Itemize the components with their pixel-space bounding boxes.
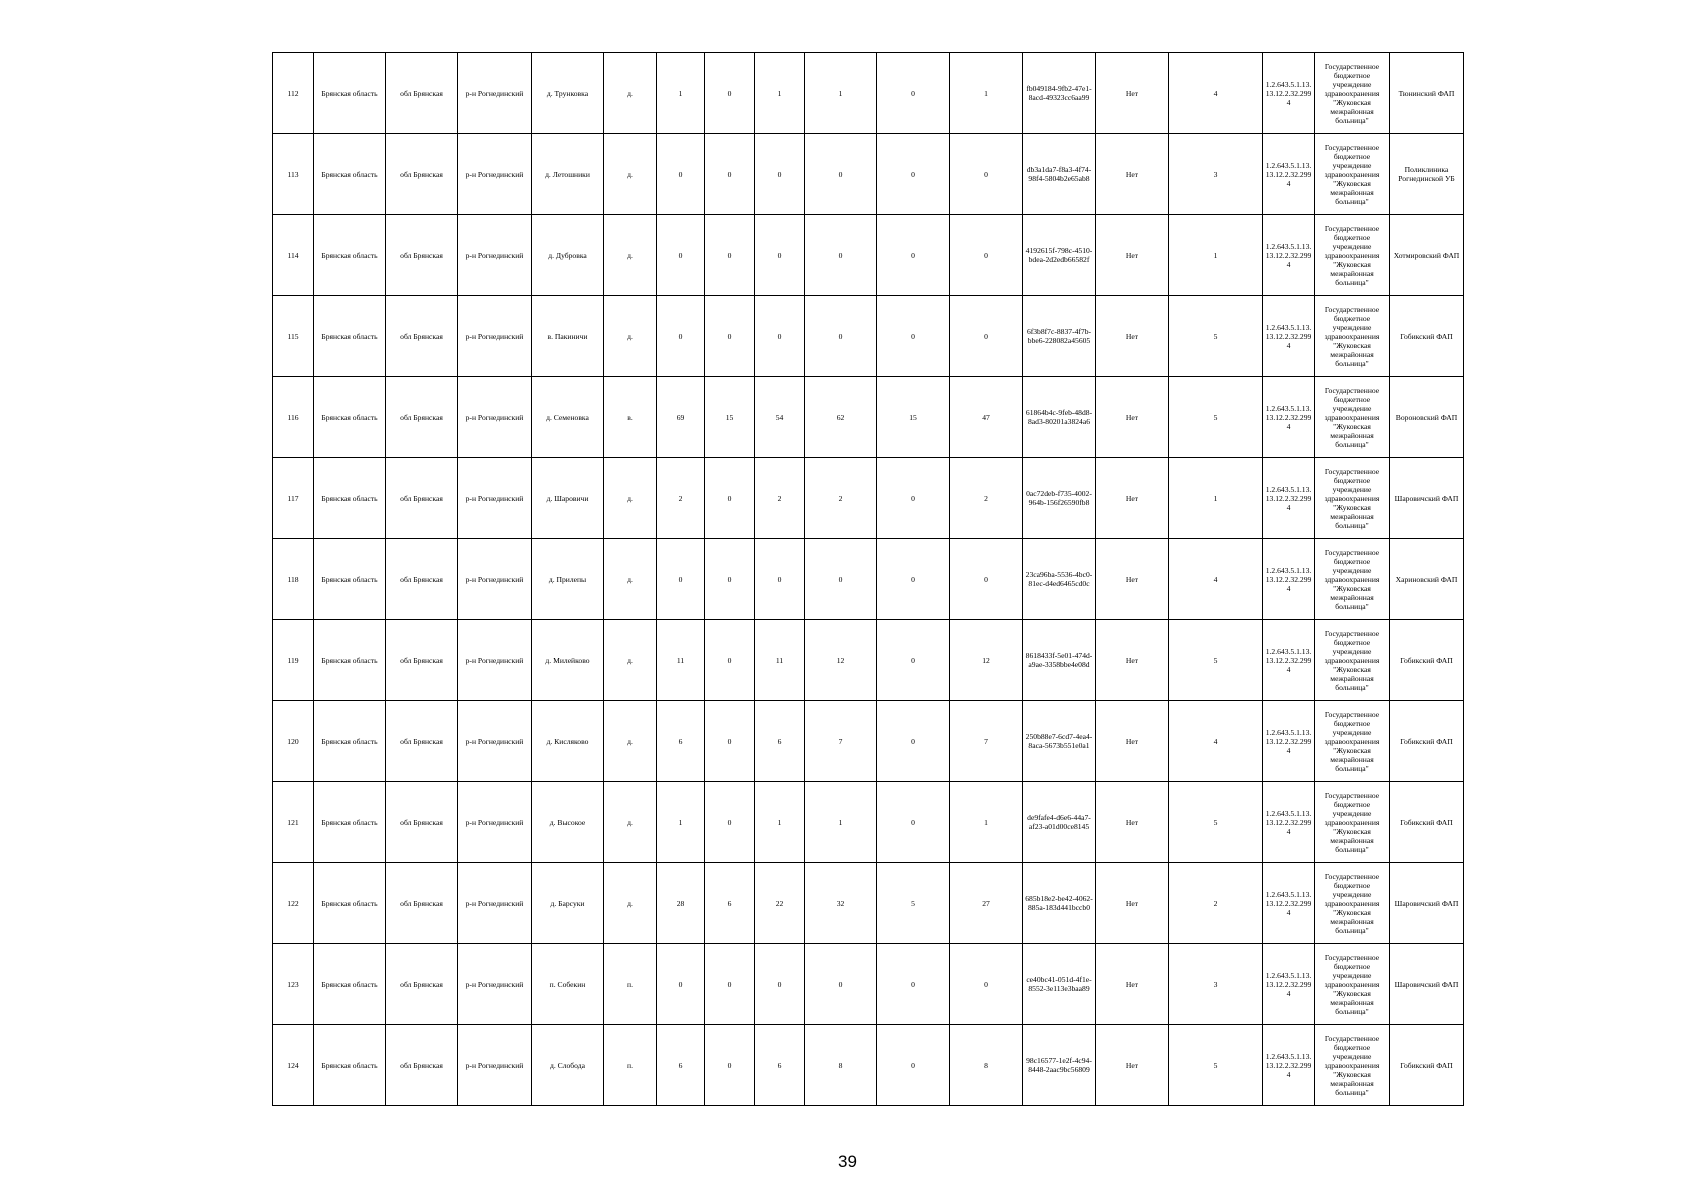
value-cell: 0 [805, 539, 877, 620]
settlement-cell: д. Высокое [532, 782, 604, 863]
value-cell: 1 [805, 53, 877, 134]
settlement-type-cell: д. [604, 701, 657, 782]
row-number-cell: 121 [273, 782, 314, 863]
value-cell: 1 [805, 782, 877, 863]
region-cell: Брянская область [314, 701, 386, 782]
value-cell: 0 [705, 296, 755, 377]
raion-cell: р-н Рогнединский [458, 296, 532, 377]
value-cell: 0 [877, 944, 950, 1025]
settlement-cell: д. Милейково [532, 620, 604, 701]
district-cell: обл Брянская [386, 134, 458, 215]
value-cell: 2 [805, 458, 877, 539]
value-cell: 0 [657, 134, 705, 215]
value-cell: 2 [755, 458, 805, 539]
settlement-cell: д. Семеновка [532, 377, 604, 458]
district-cell: обл Брянская [386, 782, 458, 863]
guid-cell: 4192615f-798c-4510-bdea-2d2edb66582f [1023, 215, 1096, 296]
flag-cell: Нет [1096, 134, 1169, 215]
settlement-type-cell: в. [604, 377, 657, 458]
region-cell: Брянская область [314, 377, 386, 458]
value-cell: 0 [755, 134, 805, 215]
value-cell: 1 [755, 782, 805, 863]
value-cell: 0 [705, 944, 755, 1025]
value-cell: 0 [657, 944, 705, 1025]
flag-cell: Нет [1096, 296, 1169, 377]
fap-cell: Гобикский ФАП [1390, 620, 1464, 701]
settlements-table [272, 52, 1464, 1106]
row-number-cell: 119 [273, 620, 314, 701]
district-cell: обл Брянская [386, 539, 458, 620]
value-cell: 47 [950, 377, 1023, 458]
value-cell: 0 [877, 296, 950, 377]
value-cell: 62 [805, 377, 877, 458]
count-cell: 5 [1169, 1025, 1263, 1106]
value-cell: 6 [705, 863, 755, 944]
count-cell: 4 [1169, 539, 1263, 620]
settlement-type-cell: д. [604, 296, 657, 377]
fap-cell: Гобикский ФАП [1390, 701, 1464, 782]
value-cell: 0 [755, 944, 805, 1025]
raion-cell: р-н Рогнединский [458, 134, 532, 215]
table-row [273, 215, 1464, 296]
raion-cell: р-н Рогнединский [458, 539, 532, 620]
region-cell: Брянская область [314, 944, 386, 1025]
raion-cell: р-н Рогнединский [458, 215, 532, 296]
settlement-type-cell: д. [604, 53, 657, 134]
settlement-type-cell: д. [604, 782, 657, 863]
settlement-cell: п. Собекин [532, 944, 604, 1025]
value-cell: 8 [805, 1025, 877, 1106]
value-cell: 28 [657, 863, 705, 944]
count-cell: 5 [1169, 620, 1263, 701]
value-cell: 8 [950, 1025, 1023, 1106]
value-cell: 1 [950, 53, 1023, 134]
raion-cell: р-н Рогнединский [458, 1025, 532, 1106]
value-cell: 2 [950, 458, 1023, 539]
value-cell: 0 [755, 539, 805, 620]
region-cell: Брянская область [314, 134, 386, 215]
value-cell: 0 [877, 53, 950, 134]
oid-code-cell: 1.2.643.5.1.13.13.12.2.32.2994 [1263, 296, 1315, 377]
value-cell: 0 [705, 782, 755, 863]
value-cell: 1 [657, 53, 705, 134]
fap-cell: Хотмировский ФАП [1390, 215, 1464, 296]
count-cell: 1 [1169, 458, 1263, 539]
value-cell: 6 [657, 1025, 705, 1106]
region-cell: Брянская область [314, 863, 386, 944]
district-cell: обл Брянская [386, 701, 458, 782]
district-cell: обл Брянская [386, 215, 458, 296]
value-cell: 0 [705, 701, 755, 782]
fap-cell: Тюнинский ФАП [1390, 53, 1464, 134]
fap-cell: Гобикский ФАП [1390, 296, 1464, 377]
organization-cell: Государственное бюджетное учреждение здравоохранения "Жуковская межрайонная больница" [1315, 944, 1390, 1025]
row-number-cell: 112 [273, 53, 314, 134]
table-row [273, 458, 1464, 539]
fap-cell: Шаровичский ФАП [1390, 944, 1464, 1025]
district-cell: обл Брянская [386, 1025, 458, 1106]
raion-cell: р-н Рогнединский [458, 620, 532, 701]
value-cell: 22 [755, 863, 805, 944]
value-cell: 0 [950, 215, 1023, 296]
row-number-cell: 114 [273, 215, 314, 296]
value-cell: 0 [805, 134, 877, 215]
count-cell: 5 [1169, 296, 1263, 377]
guid-cell: fb049184-9fb2-47e1-8acd-49323cc6aa99 [1023, 53, 1096, 134]
settlement-cell: д. Барсуки [532, 863, 604, 944]
region-cell: Брянская область [314, 1025, 386, 1106]
value-cell: 0 [877, 782, 950, 863]
guid-cell: 6f3b8f7c-8837-4f7b-bbe6-228082a45605 [1023, 296, 1096, 377]
value-cell: 0 [705, 215, 755, 296]
region-cell: Брянская область [314, 53, 386, 134]
settlement-type-cell: д. [604, 620, 657, 701]
value-cell: 0 [950, 134, 1023, 215]
region-cell: Брянская область [314, 215, 386, 296]
value-cell: 1 [950, 782, 1023, 863]
organization-cell: Государственное бюджетное учреждение здравоохранения "Жуковская межрайонная больница" [1315, 377, 1390, 458]
value-cell: 0 [877, 539, 950, 620]
value-cell: 12 [805, 620, 877, 701]
region-cell: Брянская область [314, 782, 386, 863]
document-table-container [272, 52, 1460, 1112]
flag-cell: Нет [1096, 215, 1169, 296]
region-cell: Брянская область [314, 296, 386, 377]
value-cell: 0 [950, 539, 1023, 620]
row-number-cell: 123 [273, 944, 314, 1025]
row-number-cell: 117 [273, 458, 314, 539]
value-cell: 27 [950, 863, 1023, 944]
flag-cell: Нет [1096, 701, 1169, 782]
fap-cell: Гобикский ФАП [1390, 1025, 1464, 1106]
value-cell: 0 [705, 1025, 755, 1106]
oid-code-cell: 1.2.643.5.1.13.13.12.2.32.2994 [1263, 620, 1315, 701]
count-cell: 5 [1169, 377, 1263, 458]
organization-cell: Государственное бюджетное учреждение здравоохранения "Жуковская межрайонная больница" [1315, 1025, 1390, 1106]
settlement-cell: д. Шаровичи [532, 458, 604, 539]
oid-code-cell: 1.2.643.5.1.13.13.12.2.32.2994 [1263, 1025, 1315, 1106]
value-cell: 0 [755, 215, 805, 296]
value-cell: 7 [950, 701, 1023, 782]
flag-cell: Нет [1096, 944, 1169, 1025]
value-cell: 32 [805, 863, 877, 944]
value-cell: 0 [877, 620, 950, 701]
fap-cell: Шаровичский ФАП [1390, 863, 1464, 944]
value-cell: 2 [657, 458, 705, 539]
row-number-cell: 122 [273, 863, 314, 944]
oid-code-cell: 1.2.643.5.1.13.13.12.2.32.2994 [1263, 53, 1315, 134]
organization-cell: Государственное бюджетное учреждение здравоохранения "Жуковская межрайонная больница" [1315, 296, 1390, 377]
district-cell: обл Брянская [386, 53, 458, 134]
organization-cell: Государственное бюджетное учреждение здравоохранения "Жуковская межрайонная больница" [1315, 539, 1390, 620]
row-number-cell: 120 [273, 701, 314, 782]
count-cell: 4 [1169, 53, 1263, 134]
guid-cell: 0ac72deb-f735-4002-964b-156f26590fb8 [1023, 458, 1096, 539]
row-number-cell: 113 [273, 134, 314, 215]
guid-cell: 98c16577-1e2f-4c94-8448-2aac9bc56809 [1023, 1025, 1096, 1106]
table-row [273, 134, 1464, 215]
settlement-cell: д. Прилепы [532, 539, 604, 620]
raion-cell: р-н Рогнединский [458, 863, 532, 944]
region-cell: Брянская область [314, 620, 386, 701]
value-cell: 0 [657, 539, 705, 620]
value-cell: 5 [877, 863, 950, 944]
raion-cell: р-н Рогнединский [458, 782, 532, 863]
oid-code-cell: 1.2.643.5.1.13.13.12.2.32.2994 [1263, 701, 1315, 782]
guid-cell: 685b18e2-be42-4062-885a-183d441bccb0 [1023, 863, 1096, 944]
district-cell: обл Брянская [386, 944, 458, 1025]
oid-code-cell: 1.2.643.5.1.13.13.12.2.32.2994 [1263, 539, 1315, 620]
oid-code-cell: 1.2.643.5.1.13.13.12.2.32.2994 [1263, 377, 1315, 458]
region-cell: Брянская область [314, 458, 386, 539]
raion-cell: р-н Рогнединский [458, 458, 532, 539]
table-row [273, 620, 1464, 701]
flag-cell: Нет [1096, 53, 1169, 134]
table-row [273, 377, 1464, 458]
value-cell: 0 [657, 296, 705, 377]
settlement-type-cell: п. [604, 1025, 657, 1106]
district-cell: обл Брянская [386, 863, 458, 944]
value-cell: 15 [877, 377, 950, 458]
guid-cell: 61864b4c-9feb-48d8-8ad3-80201a3824a6 [1023, 377, 1096, 458]
guid-cell: ce40bc41-051d-4f1e-8552-3e113e3baa89 [1023, 944, 1096, 1025]
raion-cell: р-н Рогнединский [458, 944, 532, 1025]
value-cell: 0 [657, 215, 705, 296]
table-row [273, 944, 1464, 1025]
flag-cell: Нет [1096, 782, 1169, 863]
organization-cell: Государственное бюджетное учреждение здравоохранения "Жуковская межрайонная больница" [1315, 620, 1390, 701]
table-row [273, 782, 1464, 863]
value-cell: 0 [877, 1025, 950, 1106]
value-cell: 54 [755, 377, 805, 458]
value-cell: 0 [755, 296, 805, 377]
value-cell: 0 [705, 620, 755, 701]
oid-code-cell: 1.2.643.5.1.13.13.12.2.32.2994 [1263, 134, 1315, 215]
value-cell: 11 [755, 620, 805, 701]
value-cell: 6 [755, 1025, 805, 1106]
value-cell: 0 [950, 944, 1023, 1025]
flag-cell: Нет [1096, 863, 1169, 944]
guid-cell: de9fafe4-d6e6-44a7-af23-a01d00ce8145 [1023, 782, 1096, 863]
settlement-type-cell: д. [604, 134, 657, 215]
value-cell: 0 [705, 134, 755, 215]
settlement-type-cell: п. [604, 944, 657, 1025]
value-cell: 0 [877, 701, 950, 782]
value-cell: 11 [657, 620, 705, 701]
organization-cell: Государственное бюджетное учреждение здравоохранения "Жуковская межрайонная больница" [1315, 215, 1390, 296]
count-cell: 2 [1169, 863, 1263, 944]
value-cell: 7 [805, 701, 877, 782]
fap-cell: Хариновский ФАП [1390, 539, 1464, 620]
table-row [273, 296, 1464, 377]
organization-cell: Государственное бюджетное учреждение здравоохранения "Жуковская межрайонная больница" [1315, 782, 1390, 863]
value-cell: 1 [657, 782, 705, 863]
table-row [273, 53, 1464, 134]
page-number: 39 [838, 1152, 857, 1171]
value-cell: 0 [705, 458, 755, 539]
settlement-type-cell: д. [604, 458, 657, 539]
value-cell: 69 [657, 377, 705, 458]
table-body [273, 53, 1464, 1106]
row-number-cell: 115 [273, 296, 314, 377]
organization-cell: Государственное бюджетное учреждение здравоохранения "Жуковская межрайонная больница" [1315, 701, 1390, 782]
value-cell: 0 [805, 296, 877, 377]
fap-cell: Поликлиника Рогнединской УБ [1390, 134, 1464, 215]
settlement-type-cell: д. [604, 215, 657, 296]
value-cell: 6 [755, 701, 805, 782]
row-number-cell: 118 [273, 539, 314, 620]
count-cell: 5 [1169, 782, 1263, 863]
district-cell: обл Брянская [386, 458, 458, 539]
value-cell: 6 [657, 701, 705, 782]
count-cell: 4 [1169, 701, 1263, 782]
value-cell: 0 [877, 134, 950, 215]
settlement-type-cell: д. [604, 863, 657, 944]
raion-cell: р-н Рогнединский [458, 53, 532, 134]
settlement-cell: д. Дубровка [532, 215, 604, 296]
fap-cell: Гобикский ФАП [1390, 782, 1464, 863]
flag-cell: Нет [1096, 1025, 1169, 1106]
table-row [273, 701, 1464, 782]
row-number-cell: 116 [273, 377, 314, 458]
district-cell: обл Брянская [386, 620, 458, 701]
settlement-cell: д. Летошники [532, 134, 604, 215]
district-cell: обл Брянская [386, 296, 458, 377]
oid-code-cell: 1.2.643.5.1.13.13.12.2.32.2994 [1263, 782, 1315, 863]
guid-cell: 23ca96ba-5536-4bc0-81ec-d4ed6465cd0c [1023, 539, 1096, 620]
oid-code-cell: 1.2.643.5.1.13.13.12.2.32.2994 [1263, 863, 1315, 944]
value-cell: 0 [950, 296, 1023, 377]
row-number-cell: 124 [273, 1025, 314, 1106]
table-row [273, 863, 1464, 944]
count-cell: 3 [1169, 944, 1263, 1025]
value-cell: 1 [755, 53, 805, 134]
flag-cell: Нет [1096, 377, 1169, 458]
flag-cell: Нет [1096, 620, 1169, 701]
guid-cell: 250b88e7-6cd7-4ea4-8aca-5673b551e0a1 [1023, 701, 1096, 782]
table-row [273, 1025, 1464, 1106]
count-cell: 1 [1169, 215, 1263, 296]
fap-cell: Шаровичский ФАП [1390, 458, 1464, 539]
flag-cell: Нет [1096, 539, 1169, 620]
value-cell: 0 [805, 944, 877, 1025]
settlement-cell: д. Кисляково [532, 701, 604, 782]
flag-cell: Нет [1096, 458, 1169, 539]
organization-cell: Государственное бюджетное учреждение здравоохранения "Жуковская межрайонная больница" [1315, 53, 1390, 134]
settlement-type-cell: д. [604, 539, 657, 620]
table-row [273, 539, 1464, 620]
oid-code-cell: 1.2.643.5.1.13.13.12.2.32.2994 [1263, 215, 1315, 296]
value-cell: 0 [877, 458, 950, 539]
count-cell: 3 [1169, 134, 1263, 215]
raion-cell: р-н Рогнединский [458, 701, 532, 782]
value-cell: 0 [705, 539, 755, 620]
value-cell: 0 [805, 215, 877, 296]
organization-cell: Государственное бюджетное учреждение здравоохранения "Жуковская межрайонная больница" [1315, 458, 1390, 539]
settlement-cell: д. Трунковка [532, 53, 604, 134]
raion-cell: р-н Рогнединский [458, 377, 532, 458]
organization-cell: Государственное бюджетное учреждение здравоохранения "Жуковская межрайонная больница" [1315, 134, 1390, 215]
district-cell: обл Брянская [386, 377, 458, 458]
settlement-cell: в. Пакиничи [532, 296, 604, 377]
value-cell: 0 [877, 215, 950, 296]
value-cell: 15 [705, 377, 755, 458]
oid-code-cell: 1.2.643.5.1.13.13.12.2.32.2994 [1263, 944, 1315, 1025]
oid-code-cell: 1.2.643.5.1.13.13.12.2.32.2994 [1263, 458, 1315, 539]
organization-cell: Государственное бюджетное учреждение здравоохранения "Жуковская межрайонная больница" [1315, 863, 1390, 944]
value-cell: 12 [950, 620, 1023, 701]
guid-cell: db3a1da7-f8a3-4f74-98f4-5804b2e65ab8 [1023, 134, 1096, 215]
fap-cell: Вороновский ФАП [1390, 377, 1464, 458]
region-cell: Брянская область [314, 539, 386, 620]
guid-cell: 8618433f-5e01-474d-a9ae-3358bbe4e08d [1023, 620, 1096, 701]
settlement-cell: д. Слобода [532, 1025, 604, 1106]
value-cell: 0 [705, 53, 755, 134]
